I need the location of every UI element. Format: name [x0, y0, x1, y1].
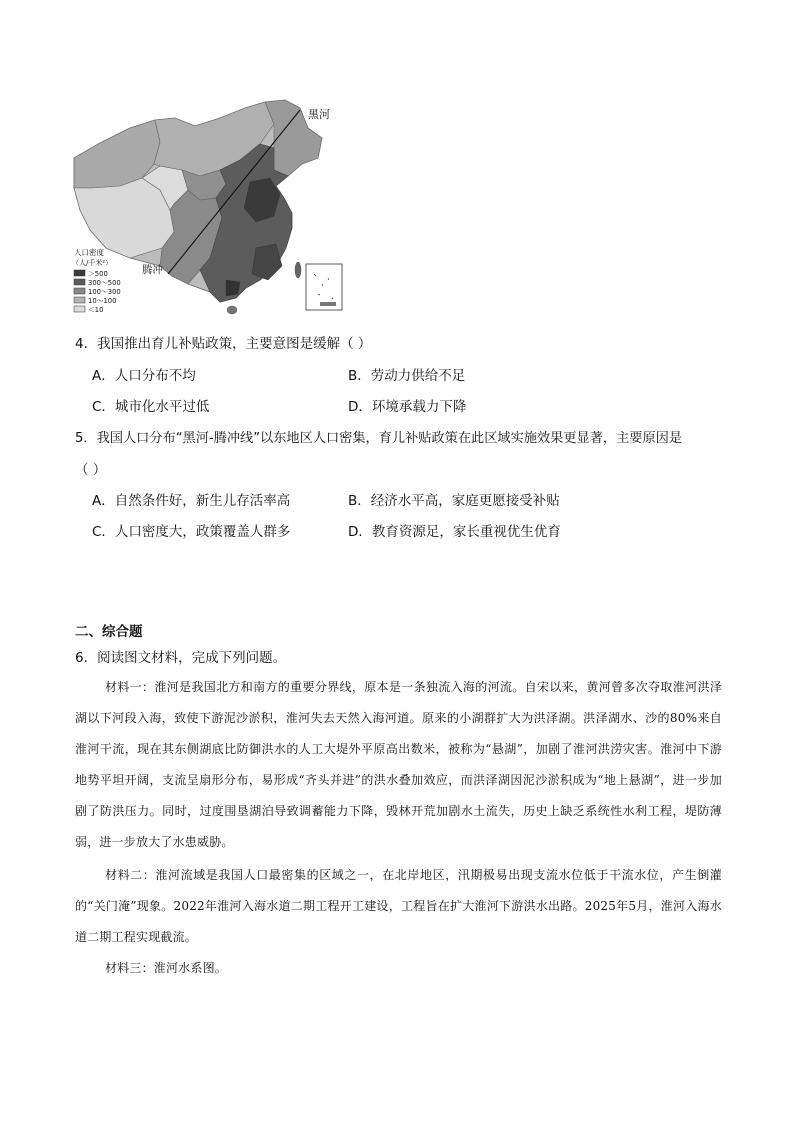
- legend-title-2: （人/千米²）: [72, 259, 113, 267]
- legend-title-1: 人口密度: [74, 248, 104, 257]
- legend-swatch: [74, 279, 85, 285]
- q4-option-a[interactable]: A．人口分布不均: [92, 368, 196, 384]
- legend-label: ＞500: [88, 270, 108, 278]
- legend-swatch: [74, 297, 85, 303]
- material-1: 材料一：淮河是我国北方和南方的重要分界线，原本是一条独流入海的河流。自宋以来，黄河曾多次夺取淮河洪泽湖以下河段入海，致使下游泥沙淤积，淮河失去天然入海河道。原来的小湖群扩大为洪泽湖。洪泽湖水、沙的80%来自淮河干流，现在其东侧湖底比防御洪水的人工大堤外平原高出数米，被称为“悬湖”，加剧了淮河洪涝灾害。淮河中下游地势平坦开阔，支流呈扇形分布，易形成“齐头并进”的洪水叠加效应，而洪泽湖因泥沙淤积成为“地上悬湖”，进一步加剧了防洪压力。同时，过度围垦湖泊导致调蓄能力下降，毁林开荒加剧水土流失，历史上缺乏系统性水利工程，堤防薄弱，进一步放大了水患威胁。: [75, 680, 722, 849]
- legend-swatch: [74, 306, 85, 312]
- legend-label: ＜10: [88, 306, 104, 314]
- q4-stem: 4．我国推出育儿补贴政策，主要意图是缓解（ ）: [75, 336, 372, 352]
- region-tibet: [74, 178, 174, 258]
- q6-stem: 6．阅读图文材料，完成下列问题。: [75, 650, 287, 666]
- region-southeast-coast: [252, 244, 282, 280]
- material-3: 材料三：淮河水系图。: [105, 961, 228, 975]
- inset-scale-bar: [320, 302, 336, 306]
- q5-stem-line2: （ ）: [75, 462, 107, 478]
- label-heihe: 黑河: [308, 108, 330, 121]
- label-tengchong: 腾冲: [142, 264, 163, 276]
- section-title: 二、综合题: [75, 624, 143, 640]
- region-hainan: [227, 306, 237, 314]
- material-2: 材料二：淮河流域是我国人口最密集的区域之一，在北岸地区，汛期极易出现支流水位低于干流水位，产生倒灌的“关门淹”现象。2022年淮河入海水道二期工程开工建设，工程旨在扩大淮河下游洪水出路。2025年5月，淮河入海水道二期工程实现截流。: [75, 868, 722, 944]
- legend-swatch: [74, 270, 85, 276]
- legend-swatch: [74, 288, 85, 294]
- q5-stem-line1: 5．我国人口分布“黑河-腾冲线”以东地区人口密集，育儿补贴政策在此区域实施效果更显著，主要原因是: [75, 431, 683, 446]
- q5-option-a[interactable]: A．自然条件好，新生儿存活率高: [92, 493, 291, 509]
- q5-option-b[interactable]: B．经济水平高，家庭更愿接受补贴: [348, 493, 560, 509]
- legend-label: 100～300: [88, 288, 121, 296]
- legend-items: [74, 270, 121, 314]
- legend-label: 10～100: [88, 297, 117, 305]
- q5-option-d[interactable]: D．教育资源足，家长重视优生优育: [348, 524, 561, 540]
- china-population-map: [70, 98, 352, 320]
- q4-option-d[interactable]: D．环境承载力下降: [348, 399, 467, 415]
- legend-label: 300～500: [88, 279, 121, 287]
- region-taiwan: [295, 262, 301, 278]
- q5-option-c[interactable]: C．人口密度大，政策覆盖人群多: [92, 524, 291, 540]
- q4-option-b[interactable]: B．劳动力供给不足: [348, 368, 466, 384]
- q4-option-c[interactable]: C．城市化水平过低: [92, 399, 210, 415]
- map-graphic: [70, 98, 352, 320]
- region-guangdong: [226, 280, 240, 296]
